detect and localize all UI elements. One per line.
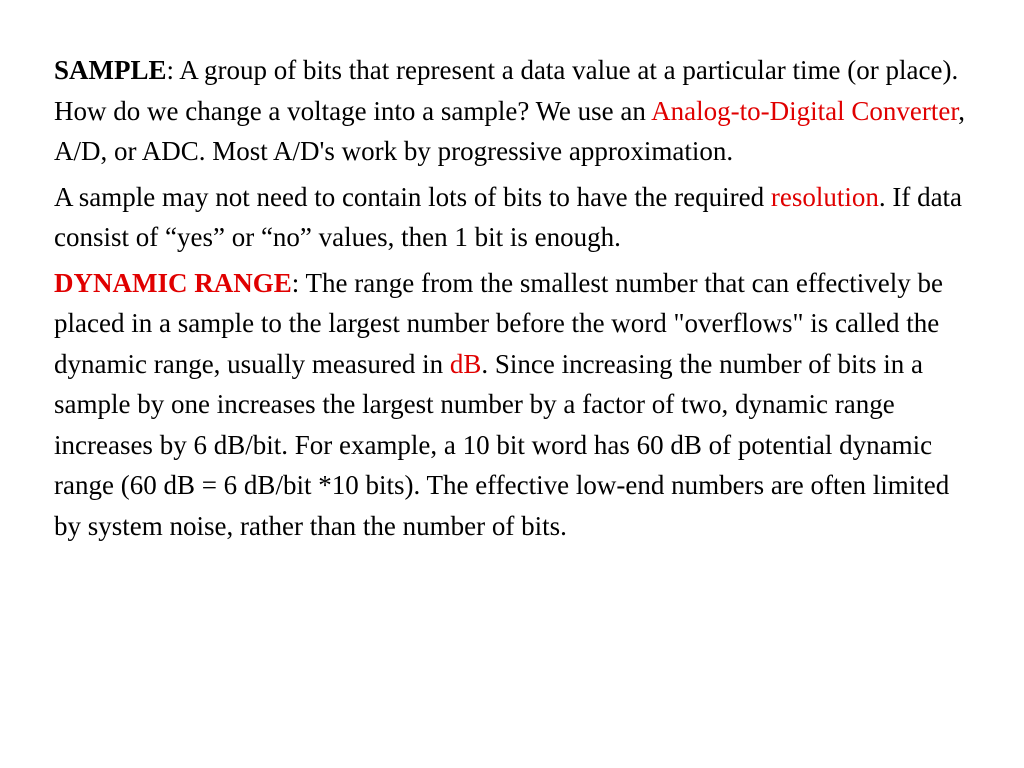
sample-text-part1: : A group of bits that represent a data value at a particular time (or place). How do we change a voltage into a sample? We use an (54, 55, 959, 126)
db-link[interactable]: dB (449, 348, 482, 379)
slide-body (54, 50, 974, 546)
dynamic-range-text-part1: : The range from the smallest number that can effectively be placed in a sample to the largest number before the word "overflows" is called the dynamic range, usually measured in (54, 267, 944, 379)
term-sample: SAMPLE (54, 55, 167, 85)
resolution-text-part2: . If data consist of “yes” or “no” values, then 1 bit is enough. (54, 181, 963, 252)
term-dynamic-range: DYNAMIC RANGE (54, 267, 292, 298)
paragraph-sample (54, 50, 974, 172)
paragraph-resolution (54, 177, 974, 258)
paragraph-dynamic-range (54, 263, 974, 547)
resolution-text-part1: A sample may not need to contain lots of bits to have the required (54, 181, 771, 212)
dynamic-range-text-part2: . Since increasing the number of bits in a sample by one increases the largest number by a factor of two, dynamic range increases by 6 dB/bit. For example, a 10 bit word has 60 dB of potential dynamic range (60 dB = 6 dB/bit *10 bits). The effective low-end numbers are often limited by system noise, rather than the number of bits. (54, 348, 950, 541)
resolution-link[interactable]: resolution (770, 181, 879, 212)
sample-text-part2: , A/D, or ADC. Most A/D's work by progressive approximation. (54, 95, 965, 166)
analog-to-digital-converter-link[interactable]: Analog-to-Digital Converter (651, 95, 959, 126)
